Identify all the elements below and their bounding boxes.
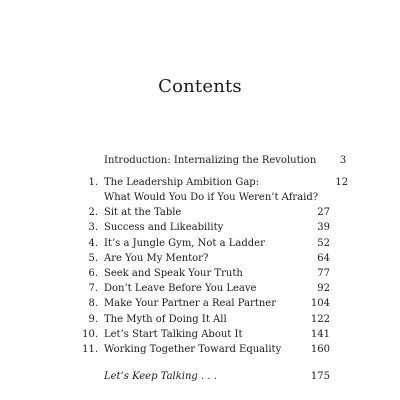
toc-entry-title: Let’s Keep Talking . . . [104,371,217,383]
toc-entry-title-line-1: The Leadership Ambition Gap: [104,177,260,189]
toc-entry-page: 122 [310,313,330,325]
toc-entry-number: 7. [88,283,98,295]
toc-entry-page: 77 [317,267,330,279]
toc-entry-chapter-10 [80,327,330,342]
toc-entry-page: 27 [317,207,330,219]
toc-entry-page: 3 [339,155,347,166]
table-of-contents [80,153,349,384]
toc-entry-introduction [80,153,347,168]
toc-entry-title: Introduction: Internalizing the Revolution [104,155,317,166]
toc-entry-title: Working Together Toward Equality [104,343,282,355]
toc-entry-page: 12 [335,177,349,189]
toc-entry-number: 3. [88,222,98,234]
toc-entry-chapter-6 [80,266,330,281]
toc-entry-title-line-2: What Would You Do if You Weren’t Afraid? [104,192,319,204]
toc-entry-number: 10. [82,328,98,340]
toc-entry-chapter-8 [80,296,330,311]
toc-entry-page: 141 [310,328,330,340]
toc-entry-chapter-9 [80,312,330,327]
toc-entry-title [104,175,318,205]
toc-entry-number: 6. [88,267,98,279]
toc-entry-page: 39 [317,222,330,234]
toc-entry-title: The Myth of Doing It All [104,313,227,325]
toc-entry-number: 4. [88,237,98,249]
toc-entry-page: 175 [310,371,330,383]
toc-entry-title: Don’t Leave Before You Leave [104,283,257,295]
toc-entry-closing [80,369,330,384]
toc-entry-number: 1. [88,177,98,189]
toc-entry-title: Success and Likeability [104,222,224,234]
toc-entry-chapter-3 [80,220,330,235]
toc-entry-number: 5. [88,252,98,264]
toc-entry-number: 9. [88,313,98,325]
toc-entry-chapter-1 [80,175,349,205]
toc-entry-title: It’s a Jungle Gym, Not a Ladder [104,237,265,249]
toc-entry-chapter-2 [80,205,330,220]
toc-entry-chapter-5 [80,251,330,266]
toc-entry-title: Let’s Start Talking About It [104,328,243,340]
toc-entry-title: Seek and Speak Your Truth [104,267,243,279]
toc-entry-chapter-11 [80,342,330,357]
toc-entry-page: 92 [317,283,330,295]
toc-entry-chapter-7 [80,281,330,296]
toc-entry-page: 160 [310,343,330,355]
contents-heading: Contents [158,76,242,97]
toc-entry-page: 64 [317,252,330,264]
toc-entry-chapter-4 [80,236,330,251]
toc-entry-page: 104 [310,298,330,310]
toc-entry-number: 2. [88,207,98,219]
toc-entry-number: 8. [88,298,98,310]
toc-entry-title: Sit at the Table [104,207,182,219]
toc-entry-title: Are You My Mentor? [104,252,209,264]
toc-entry-title: Make Your Partner a Real Partner [104,298,276,310]
toc-entry-number: 11. [82,343,98,355]
toc-entry-page: 52 [317,237,330,249]
